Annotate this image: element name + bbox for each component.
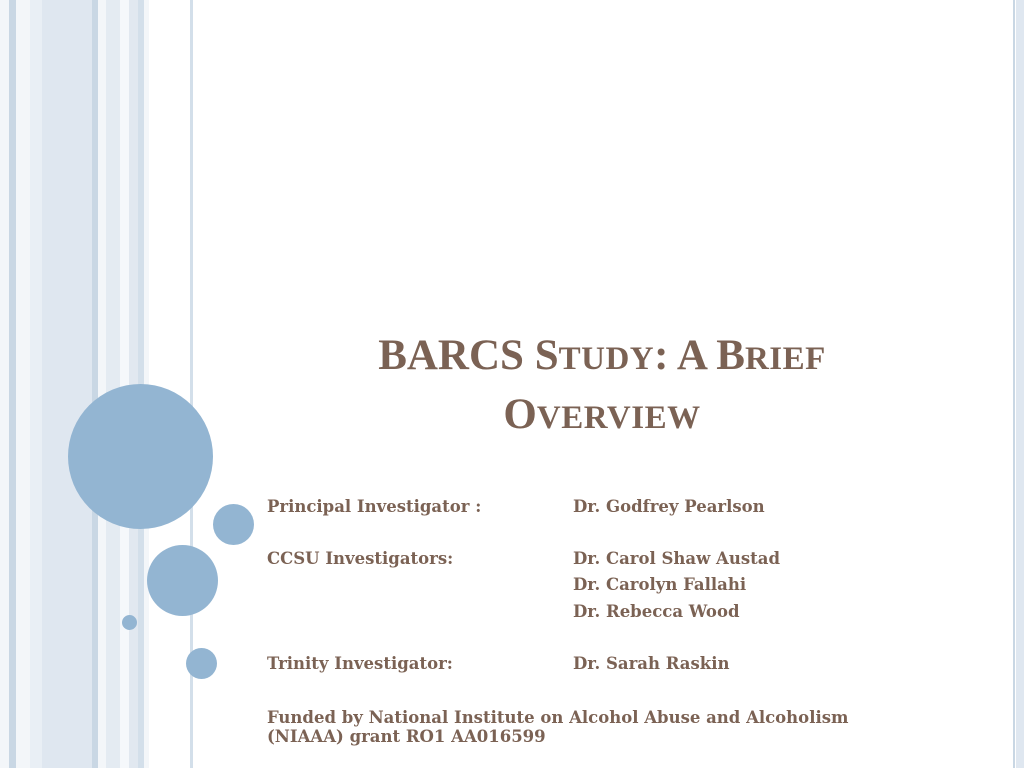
- trinity-investigator-name: Dr. Sarah Raskin: [573, 654, 730, 673]
- stripe: [9, 0, 16, 768]
- title-text: TUDY: [558, 341, 655, 377]
- ccsu-investigator-name: Dr. Rebecca Wood: [573, 602, 740, 621]
- ccsu-investigator-name: Dr. Carol Shaw Austad: [573, 549, 780, 568]
- stripe: [1016, 0, 1024, 768]
- title-text: BARCS S: [378, 332, 559, 379]
- stripe: [16, 0, 30, 768]
- stripe: [0, 0, 9, 768]
- ccsu-investigator-name: Dr. Carolyn Fallahi: [573, 575, 747, 594]
- funding-statement: [267, 708, 927, 746]
- funding-line: Funded by National Institute on Alcohol Abuse and Alcoholism: [267, 708, 849, 727]
- funding-line: (NIAAA) grant RO1 AA016599: [267, 727, 546, 746]
- circle-small: [213, 504, 254, 545]
- circle-tiny: [122, 615, 137, 630]
- principal-investigator-name: Dr. Godfrey Pearlson: [573, 497, 765, 516]
- circle-medium: [147, 545, 218, 616]
- ccsu-investigators-label: CCSU Investigators:: [267, 549, 454, 568]
- title-text: RIEF: [744, 341, 826, 377]
- circle-large: [68, 384, 213, 529]
- title-line-2: [503, 391, 700, 438]
- stripe: [30, 0, 42, 768]
- stripe: [106, 0, 120, 768]
- circle-small: [186, 648, 217, 679]
- stripe: [1013, 0, 1015, 768]
- principal-investigator-label: Principal Investigator :: [267, 497, 482, 516]
- stripe: [98, 0, 106, 768]
- title-text: VERVIEW: [536, 400, 701, 436]
- title-text: : A B: [654, 332, 745, 379]
- title-line-1: [378, 332, 826, 379]
- title-text: O: [503, 391, 537, 438]
- trinity-investigator-label: Trinity Investigator:: [267, 654, 453, 673]
- slide-title: [300, 328, 904, 446]
- stripe: [42, 0, 92, 768]
